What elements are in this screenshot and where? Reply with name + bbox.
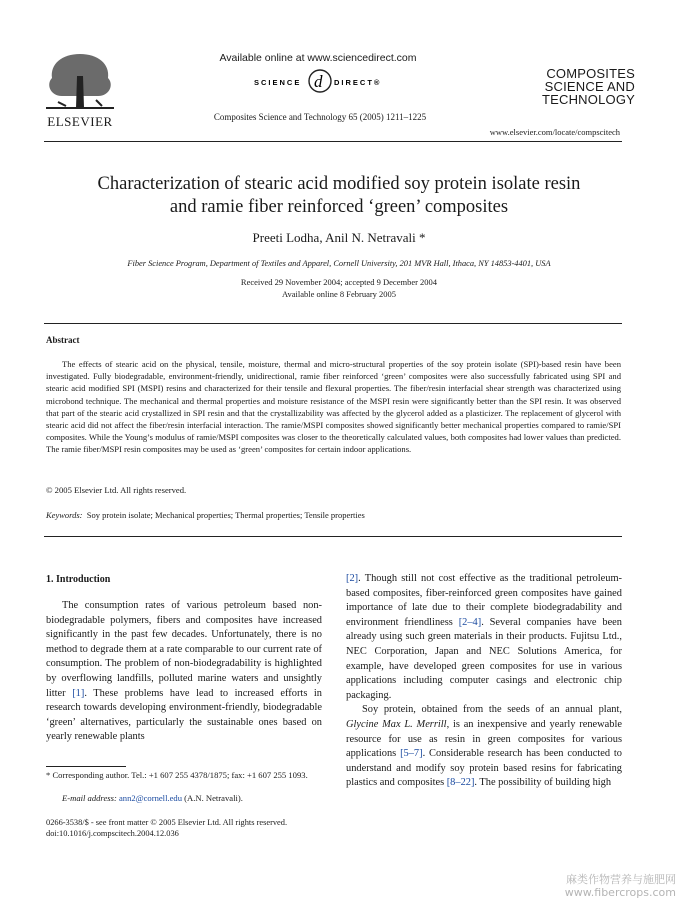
keywords-label: Keywords:	[46, 510, 83, 520]
citation-link[interactable]: [8–22]	[446, 777, 475, 789]
article-authors: Preeti Lodha, Anil N. Netravali *	[252, 230, 426, 245]
paragraph-text: Soy protein, obtained from the seeds of an annual plant,	[362, 704, 622, 716]
watermark-line: 麻类作物营养与施肥网	[566, 873, 676, 886]
paragraph-text: . Several companies have been already using such green materials in their products. Fujitsu Ltd., NEC Corporation, Japan and NEC Solutions America, for example, have developed green composites for use in various applications including computer casings and electronic chip packaging.	[346, 616, 622, 701]
title-line: Characterization of stearic acid modified soy protein isolate resin	[97, 174, 581, 194]
corresponding-author-note: * Corresponding author. Tel.: +1 607 255 4378/1875; fax: +1 607 255 1093.	[46, 770, 308, 780]
paragraph-text: . The possibility of building high	[474, 777, 612, 789]
issn-line: 0266-3538/$ - see front matter © 2005 Elsevier Ltd. All rights reserved.	[46, 818, 288, 827]
citation-link[interactable]: [5–7]	[400, 748, 423, 760]
paragraph	[346, 572, 622, 703]
paragraph-text: . Though still not cost effective as the traditional petroleum-based composites, fiber-reinforced green composites have gained importance of late due to their complete biodegradability and environment friendliness	[346, 573, 622, 628]
paragraph-text: . These problems have lead to increased efforts in research towards developing environment-friendly, biodegradable ‘green’ alternatives, particularly the sustainable ones based on yearly renewable plants	[46, 687, 323, 743]
paragraph	[346, 703, 622, 791]
species-name: Glycine Max L. Merrill	[346, 718, 447, 730]
available-date: Available online 8 February 2005	[281, 289, 397, 299]
abstract-text: The effects of stearic acid on the physical, tensile, moisture, thermal and micro-structural properties of the soy protein isolate (SPI)-based resin have been investigated. Fully biodegradable, environment-friendly, unidirectional, ramie fiber reinforced ‘green’ composites were also successfully fabricated using SPI and stearic acid modified SPI (MSPI) resins and characterized for their tensile and flexural properties. The fiber/resin interfacial shear strength was characterized using microbond technique. The mechanical and thermal properties and moisture resistance of the MSPI resin were significantly better than the SPI resin. It was observed that part of the stearic acid crystallized in SPI resin and that the crystallizability was affected by the glycerol added as a plasticizer. The replacement of glycerol with stearic acid did not affect the fiber/resin interfacial interaction. The ramie/MSPI composites showed significantly better mechanical properties compared to ramie/SPI composites. While the Young’s modulus of ramie/MSPI composites was closer to the theoretically calculated values, both composites had lower values than predicted. The ramie fiber/MSPI resin composites may be used as ‘green’ composites for certain indoor applications.	[46, 359, 621, 455]
sciencedirect-left-text: SCIENCE	[254, 78, 302, 87]
abstract-bottom-divider	[44, 536, 622, 537]
received-dates: Received 29 November 2004; accepted 9 December 2004	[240, 277, 438, 287]
journal-title-line: SCIENCE AND	[544, 79, 635, 94]
section-heading: 1. Introduction	[46, 574, 111, 585]
title-line: and ramie fiber reinforced ‘green’ composites	[169, 197, 509, 217]
site-watermark	[548, 873, 676, 899]
journal-reference: Composites Science and Technology 65 (2005) 1211–1225	[213, 112, 427, 122]
paragraph-text: The consumption rates of various petroleum based non-biodegradable polymers, fibers and composites have increased significantly in the past few decades. Unfortunately, there is no method to degrade them at a rate comparable to our current rate of consumption. The problem of non-biodegradability is highlighted by overflowing landfills, polluted marine waters and unsightly litter	[46, 600, 322, 699]
journal-title-line: TECHNOLOGY	[541, 92, 635, 107]
intro-left-column	[46, 599, 322, 745]
email-note	[62, 793, 322, 803]
abstract-top-divider	[44, 323, 622, 324]
journal-title-line: COMPOSITES	[546, 66, 635, 81]
paragraph-text: , is an inexpensive and yearly renewable resource for use as resin in green composites for various applications	[346, 718, 622, 760]
watermark-line: www.fibercrops.com	[564, 886, 676, 899]
citation-link[interactable]: [2–4]	[458, 616, 482, 628]
email-label: E-mail address:	[62, 793, 117, 803]
citation-link[interactable]: [1]	[72, 687, 85, 699]
citation-link[interactable]: [2]	[346, 573, 359, 584]
email-suffix: (A.N. Netravali).	[182, 793, 243, 803]
abstract-heading: Abstract	[46, 335, 80, 345]
article-title	[50, 173, 628, 219]
journal-title	[505, 67, 635, 106]
sciencedirect-logo	[250, 66, 390, 96]
svg-text:d: d	[314, 72, 323, 91]
header-divider	[44, 141, 622, 142]
keywords	[46, 510, 621, 520]
author-affiliation: Fiber Science Program, Department of Textiles and Apparel, Cornell University, 201 MVR Hall, Ithaca, NY 14853-4401, USA	[127, 259, 551, 268]
journal-url-link[interactable]: www.elsevier.com/locate/compscitech	[489, 127, 620, 137]
paragraph-text: . Considerable research has been conducted to understand and modify soy protein based resins for fabricating plastics and composites	[346, 748, 622, 789]
abstract-copyright: © 2005 Elsevier Ltd. All rights reserved.	[46, 485, 187, 495]
available-online-text: Available online at www.sciencedirect.com	[219, 52, 417, 64]
keywords-list: Soy protein isolate; Mechanical properties; Thermal properties; Tensile properties	[86, 510, 365, 520]
publisher-name: ELSEVIER	[47, 114, 113, 129]
email-link[interactable]: ann2@cornell.edu	[118, 793, 183, 803]
intro-right-column	[346, 572, 622, 791]
footnote-divider	[46, 766, 126, 767]
sciencedirect-right-text: DIRECT®	[334, 78, 382, 87]
doi-line: doi:10.1016/j.compscitech.2004.12.036	[46, 829, 179, 838]
